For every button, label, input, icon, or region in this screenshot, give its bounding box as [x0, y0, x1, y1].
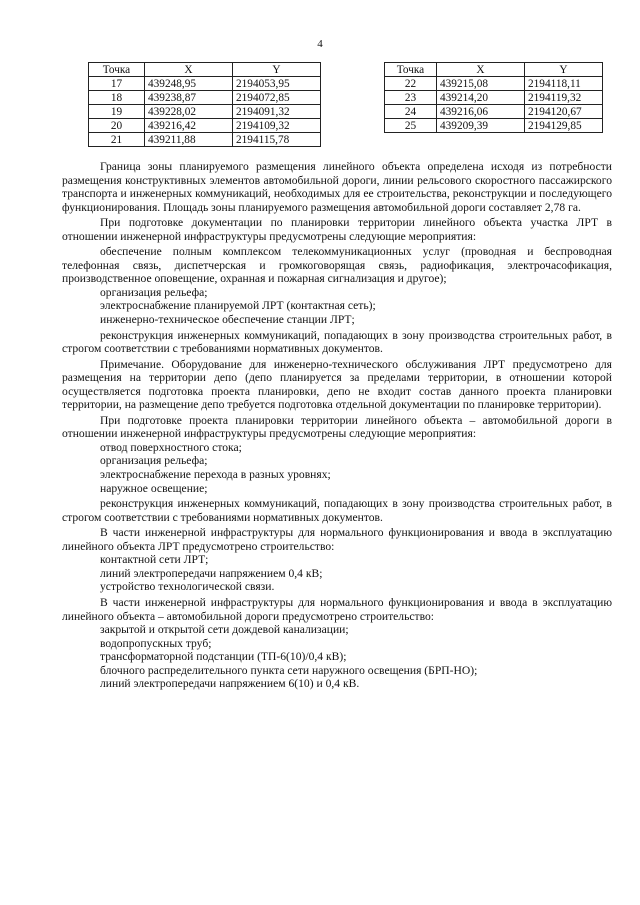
column-header: Y	[233, 63, 321, 77]
list-item: организация рельефа;	[100, 454, 208, 468]
list-item: организация рельефа;	[100, 285, 208, 299]
coordinates-table-left	[88, 62, 321, 147]
x-cell: 439216,42	[145, 119, 233, 133]
table-row	[89, 91, 321, 105]
point-cell: 24	[385, 105, 437, 119]
list-item: трансформаторной подстанции (ТП-6(10)/0,4 кВ);	[100, 650, 347, 664]
point-cell: 19	[89, 105, 145, 119]
y-cell: 2194119,32	[525, 91, 603, 105]
y-cell: 2194118,11	[525, 77, 603, 91]
list-item: закрытой и открытой сети дождевой канализации;	[100, 623, 349, 637]
list-item: водопропускных труб;	[100, 636, 212, 650]
table-header-row	[385, 63, 603, 77]
paragraph: Примечание. Оборудование для инженерно-технического обслуживания ЛРТ предусмотрено для размещения на территории депо (депо планируется за пределами территории, в отношении которой осуществляется подготовка проекта планировки, депо не входит состав данного проекта планировки территории, на размещение депо требуется подготовка отдельной документации по планировке территории).	[62, 357, 612, 412]
list-item: линий электропередачи напряжением 0,4 кВ;	[100, 566, 323, 580]
x-cell: 439228,02	[145, 105, 233, 119]
column-header: Точка	[385, 63, 437, 77]
paragraph: При подготовке проекта планировки территории линейного объекта – автомобильной дороги в отношении инженерной инфраструктуры предусмотрены следующие мероприятия:	[62, 413, 612, 441]
y-cell: 2194129,85	[525, 119, 603, 133]
point-cell: 18	[89, 91, 145, 105]
point-cell: 23	[385, 91, 437, 105]
x-cell: 439214,20	[437, 91, 525, 105]
list-item: устройство технологической связи.	[100, 580, 275, 594]
list-item: блочного распределительного пункта сети наружного освещения (БРП-НО);	[100, 663, 478, 677]
y-cell: 2194109,32	[233, 119, 321, 133]
list-item: инженерно-техническое обеспечение станции ЛРТ;	[100, 313, 355, 327]
y-cell: 2194115,78	[233, 133, 321, 147]
list-item: отвод поверхностного стока;	[100, 440, 242, 454]
paragraph: реконструкция инженерных коммуникаций, попадающих в зону производства строительных работ, в строгом соответствии с требованиями нормативных документов.	[62, 497, 612, 524]
table-row	[385, 119, 603, 133]
column-header: X	[145, 63, 233, 77]
document-body	[62, 160, 612, 691]
table-row	[385, 105, 603, 119]
list-item: контактной сети ЛРТ;	[100, 553, 209, 567]
paragraph: В части инженерной инфраструктуры для нормального функционирования и ввода в эксплуатацию линейного объекта – автомобильной дороги предусмотрено строительство:	[62, 595, 612, 623]
table-row	[89, 133, 321, 147]
list-item: электроснабжение перехода в разных уровнях;	[100, 468, 331, 482]
table-row	[385, 91, 603, 105]
x-cell: 439238,87	[145, 91, 233, 105]
coordinates-table-right	[384, 62, 603, 133]
x-cell: 439211,88	[145, 133, 233, 147]
column-header: Точка	[89, 63, 145, 77]
x-cell: 439215,08	[437, 77, 525, 91]
list-item: линий электропередачи напряжением 6(10) и 0,4 кВ.	[100, 677, 360, 691]
x-cell: 439209,39	[437, 119, 525, 133]
paragraph: обеспечение полным комплексом телекоммуникационных услуг (проводная и беспроводная телефонная связь, диспетчерская и громкоговорящая связь, радиофикация, электрочасофикация, производственное оповещение, охранная и пожарная сигнализация и другое);	[62, 245, 612, 286]
y-cell: 2194091,32	[233, 105, 321, 119]
page-number: 4	[317, 38, 323, 50]
table-row	[89, 119, 321, 133]
table-row	[385, 77, 603, 91]
point-cell: 22	[385, 77, 437, 91]
paragraph: Граница зоны планируемого размещения линейного объекта определена исходя из потребности размещения конструктивных элементов автомобильной дороги, линии рельсового скоростного пассажирского транспорта и инженерных коммуникаций, необходимых для ее строительства, реконструкции и последующего функционирования. Площадь зоны планируемого размещения автомобильной дороги составляет 2,78 га.	[62, 160, 612, 214]
x-cell: 439216,06	[437, 105, 525, 119]
table-row	[89, 77, 321, 91]
paragraph: При подготовке документации по планировки территории линейного объекта участка ЛРТ в отношении инженерной инфраструктуры предусмотрены следующие мероприятия:	[62, 216, 612, 243]
x-cell: 439248,95	[145, 77, 233, 91]
point-cell: 25	[385, 119, 437, 133]
table-header-row	[89, 63, 321, 77]
paragraph: реконструкция инженерных коммуникаций, попадающих в зону производства строительных работ, в строгом соответствии с требованиями нормативных документов.	[62, 328, 612, 356]
y-cell: 2194072,85	[233, 91, 321, 105]
column-header: X	[437, 63, 525, 77]
table-row	[89, 105, 321, 119]
column-header: Y	[525, 63, 603, 77]
point-cell: 17	[89, 77, 145, 91]
y-cell: 2194120,67	[525, 105, 603, 119]
paragraph: В части инженерной инфраструктуры для нормального функционирования и ввода в эксплуатацию линейного объекта ЛРТ предусмотрено строительство:	[62, 526, 612, 553]
list-item: электроснабжение планируемой ЛРТ (контактная сеть);	[100, 299, 376, 313]
point-cell: 21	[89, 133, 145, 147]
y-cell: 2194053,95	[233, 77, 321, 91]
point-cell: 20	[89, 119, 145, 133]
list-item: наружное освещение;	[100, 481, 208, 495]
